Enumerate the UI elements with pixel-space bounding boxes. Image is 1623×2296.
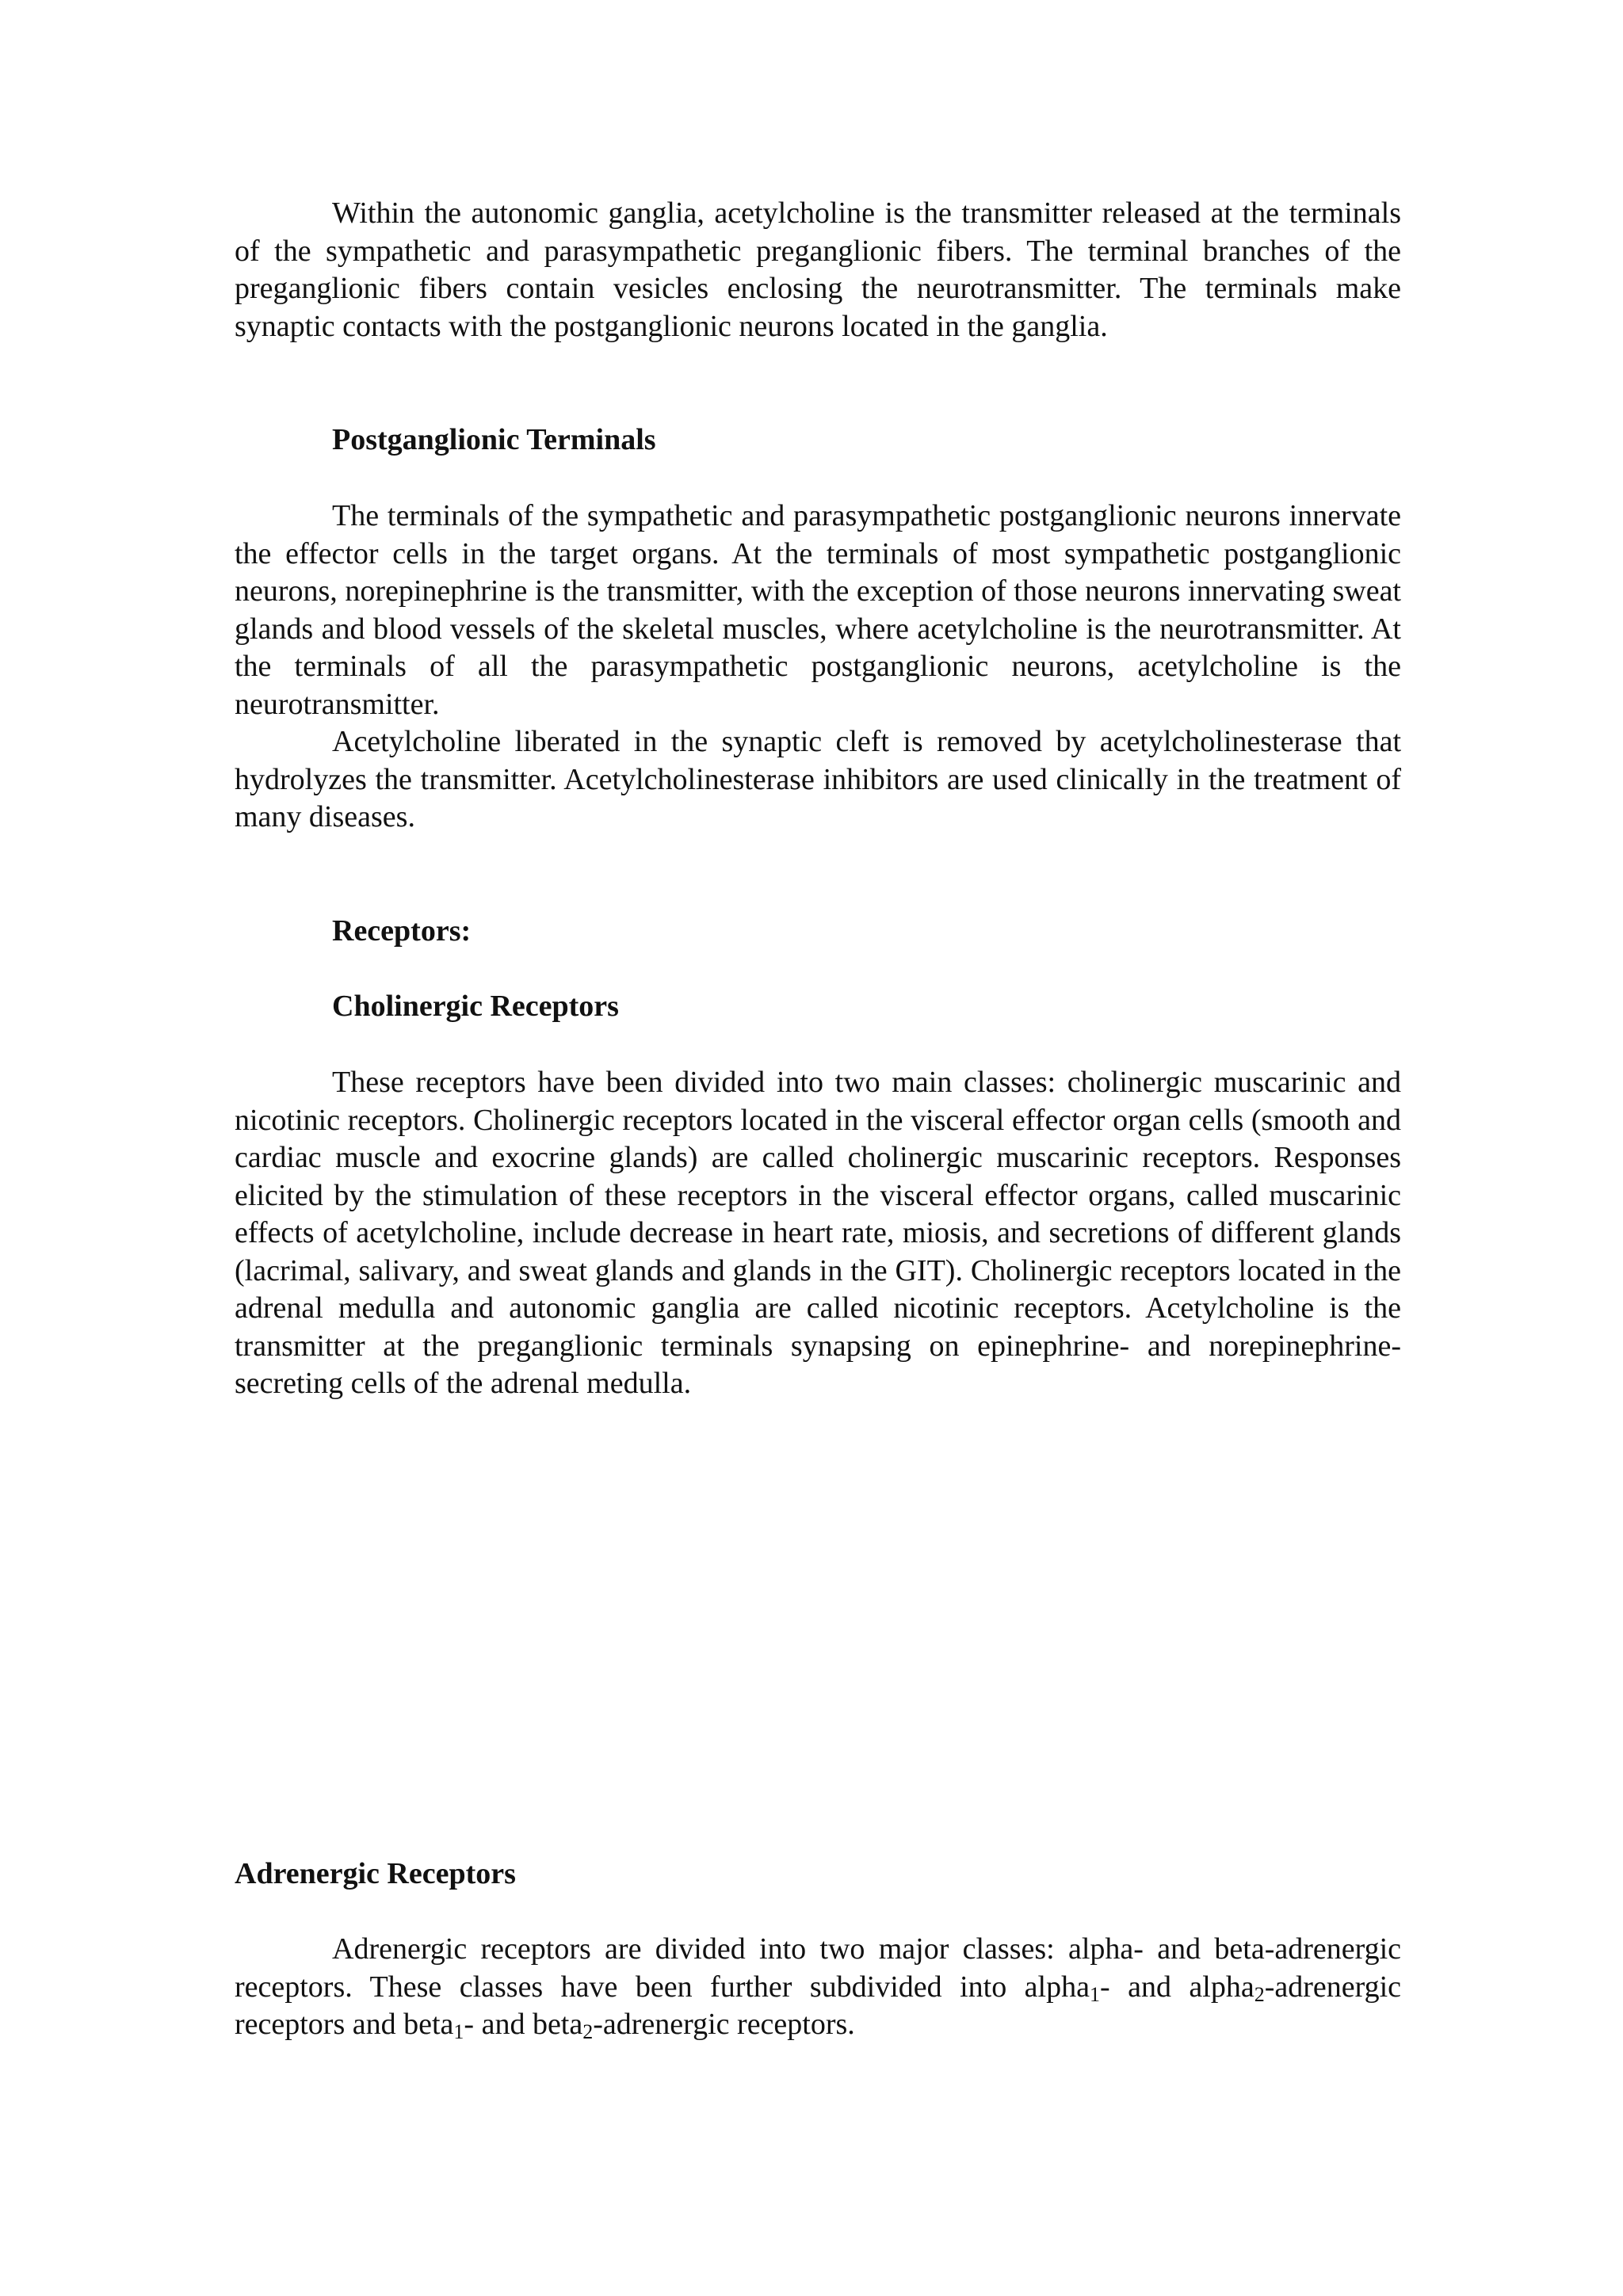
cholinergic-heading-block <box>235 988 1401 1026</box>
postganglionic-body <box>235 498 1401 837</box>
adrenergic-text-2: - and alpha <box>1099 1970 1254 2004</box>
postganglionic-paragraph-1: The terminals of the sympathetic and parasympathetic postganglionic neurons innervate the effector cells in the target organs. At the terminals of most sympathetic postganglionic neurons, norepinephrine is the transmitter, with the exception of those neurons innervating sweat glands and blood vessels of the skeletal muscles, where acetylcholine is the neurotransmitter. At the terminals of all the parasympathetic postganglionic neurons, acetylcholine is the neurotransmitter. <box>235 499 1401 721</box>
postganglionic-paragraph-2: Acetylcholine liberated in the synaptic cleft is removed by acetylcholinesterase that hydrolyzes the transmitter. Acetylcholinesterase inhibitors are used clinically in the treatment of many diseases. <box>235 725 1401 833</box>
subscript-4: 2 <box>582 2020 594 2043</box>
cholinergic-heading: Cholinergic Receptors <box>332 990 619 1023</box>
adrenergic-heading: Adrenergic Receptors <box>235 1857 516 1890</box>
adrenergic-text-1: Adrenergic receptors are divided into two major classes: alpha- and beta-adrenergic receptors. These classes have been further subdivided into alpha <box>235 1932 1401 2004</box>
cholinergic-paragraph: These receptors have been divided into two main classes: cholinergic muscarinic and nicotinic receptors. Cholinergic receptors located in the visceral effector organ cells (smooth and cardiac muscle and exocrine glands) are called cholinergic muscarinic receptors. Responses elicited by the stimulation of these receptors in the visceral effector organs, called muscarinic effects of acetylcholine, include decrease in heart rate, miosis, and secretions of different glands (lacrimal, salivary, and sweat glands and glands in the GIT). Cholinergic receptors located in the adrenal medulla and autonomic ganglia are called nicotinic receptors. Acetylcholine is the transmitter at the preganglionic terminals synapsing on epinephrine- and norepinephrine-secreting cells of the adrenal medulla. <box>235 1066 1401 1400</box>
postganglionic-heading: Postganglionic Terminals <box>332 423 656 456</box>
adrenergic-heading-block <box>235 1855 1401 1894</box>
adrenergic-text-4: - and beta <box>464 2008 583 2041</box>
adrenergic-text-3: -adrenergic receptors and beta <box>235 1970 1401 2041</box>
intro-paragraph: Within the autonomic ganglia, acetylcholine is the transmitter released at the terminals of the sympathetic and parasympathetic preganglionic fibers. The terminal branches of the preganglionic fibers contain vesicles enclosing the neurotransmitter. The terminals make synaptic contacts with the postganglionic neurons located in the ganglia. <box>235 196 1401 343</box>
adrenergic-body <box>235 1931 1401 2044</box>
postganglionic-section <box>235 421 1401 460</box>
adrenergic-paragraph <box>235 1931 1401 2044</box>
subscript-3: 1 <box>453 2020 464 2043</box>
adrenergic-text-5: -adrenergic receptors. <box>593 2008 855 2041</box>
cholinergic-body <box>235 1064 1401 1403</box>
receptors-section <box>235 913 1401 951</box>
intro-section <box>235 195 1401 345</box>
subscript-2: 2 <box>1254 1982 1265 2006</box>
receptors-heading: Receptors: <box>332 914 472 948</box>
subscript-1: 1 <box>1089 1982 1100 2006</box>
